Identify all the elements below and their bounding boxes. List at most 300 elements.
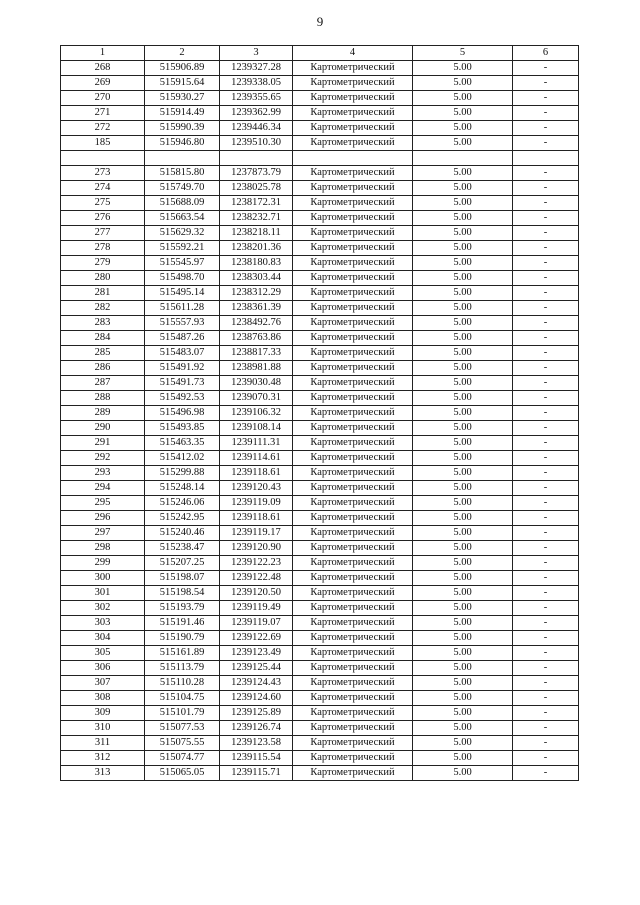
table-cell: 1239030.48 [220,376,293,391]
table-cell: 515946.80 [145,136,220,151]
table-cell: 5.00 [413,661,513,676]
table-cell: 1239125.89 [220,706,293,721]
table-cell: 515611.28 [145,301,220,316]
table-cell: 515557.93 [145,316,220,331]
table-cell: 270 [61,91,145,106]
table-cell: - [513,721,579,736]
table-cell: 5.00 [413,616,513,631]
table-row [61,526,579,541]
table-cell: - [513,676,579,691]
header-row [61,46,579,61]
table-cell: 5.00 [413,751,513,766]
table-cell [61,151,145,166]
table-cell: 1239122.69 [220,631,293,646]
table-cell: 298 [61,541,145,556]
table-cell: 515491.92 [145,361,220,376]
table-cell: Картометрический [293,631,413,646]
table-row [61,376,579,391]
table-cell: - [513,631,579,646]
table-cell: - [513,601,579,616]
table-cell: 1238025.78 [220,181,293,196]
table-cell: 1239124.60 [220,691,293,706]
table-cell: - [513,511,579,526]
table-row [61,211,579,226]
table-cell: 5.00 [413,136,513,151]
table-cell: - [513,136,579,151]
table-cell: Картометрический [293,181,413,196]
table-row [61,301,579,316]
table-cell: 294 [61,481,145,496]
table-cell: 274 [61,181,145,196]
table-cell: 515487.26 [145,331,220,346]
table-cell: Картометрический [293,166,413,181]
table-cell: 515246.06 [145,496,220,511]
table-cell: - [513,256,579,271]
table-cell: 515075.55 [145,736,220,751]
table-cell [220,151,293,166]
table-cell: 5.00 [413,166,513,181]
table-cell: Картометрический [293,226,413,241]
table-cell: Картометрический [293,646,413,661]
table-cell: 515193.79 [145,601,220,616]
table-cell: 1239119.17 [220,526,293,541]
table-cell: 1239124.43 [220,676,293,691]
table-cell: 5.00 [413,631,513,646]
table-cell: 1239119.07 [220,616,293,631]
table-cell: 515191.46 [145,616,220,631]
header-cell: 5 [413,46,513,61]
table-cell: 515113.79 [145,661,220,676]
table-cell: 1239111.31 [220,436,293,451]
table-cell: Картометрический [293,571,413,586]
table-cell: 277 [61,226,145,241]
table-cell: 5.00 [413,571,513,586]
table-cell: Картометрический [293,721,413,736]
table-cell: Картометрический [293,196,413,211]
table-cell: Картометрический [293,136,413,151]
table-cell: 5.00 [413,496,513,511]
table-cell: 515629.32 [145,226,220,241]
table-cell: 515495.14 [145,286,220,301]
table-cell: 515990.39 [145,121,220,136]
table-row [61,631,579,646]
table-cell: 1239123.49 [220,646,293,661]
table-row [61,91,579,106]
table-cell: 5.00 [413,106,513,121]
table-cell: 515190.79 [145,631,220,646]
table-cell: 1238172.31 [220,196,293,211]
table-row [61,721,579,736]
table-row [61,766,579,781]
table-cell: Картометрический [293,271,413,286]
header-cell: 4 [293,46,413,61]
table-cell: 5.00 [413,121,513,136]
table-cell: 5.00 [413,361,513,376]
table-cell: - [513,616,579,631]
table-cell: - [513,106,579,121]
table-row [61,556,579,571]
table-cell: 5.00 [413,406,513,421]
table-row [61,601,579,616]
table-cell: 515663.54 [145,211,220,226]
table-cell: Картометрический [293,301,413,316]
table-row [61,421,579,436]
table-row [61,196,579,211]
table-cell: - [513,496,579,511]
table-cell: - [513,166,579,181]
table-cell: 515463.35 [145,436,220,451]
table-cell: 297 [61,526,145,541]
table-cell: 5.00 [413,196,513,211]
table-cell: 5.00 [413,286,513,301]
table-cell: 278 [61,241,145,256]
table-cell: - [513,91,579,106]
table-cell: Картометрический [293,286,413,301]
table-cell: 293 [61,466,145,481]
table-cell: 5.00 [413,721,513,736]
table-cell: Картометрический [293,346,413,361]
table-row [61,391,579,406]
table-cell: 1239123.58 [220,736,293,751]
table-row [61,676,579,691]
table-cell: 276 [61,211,145,226]
table-cell: 1239118.61 [220,511,293,526]
table-cell: 515688.09 [145,196,220,211]
table-cell: 515493.85 [145,421,220,436]
table-row [61,226,579,241]
table-row [61,136,579,151]
table-row [61,646,579,661]
table-cell: 5.00 [413,586,513,601]
table-cell: 5.00 [413,421,513,436]
table-cell: 515906.89 [145,61,220,76]
table-cell: 5.00 [413,316,513,331]
table-row [61,691,579,706]
table-cell: - [513,181,579,196]
table-cell: - [513,376,579,391]
table-cell: - [513,541,579,556]
table-row [61,346,579,361]
table-row [61,106,579,121]
table-cell: 1238218.11 [220,226,293,241]
table-cell: 515491.73 [145,376,220,391]
table-cell: 309 [61,706,145,721]
table-cell: 268 [61,61,145,76]
table-cell: 5.00 [413,481,513,496]
table-cell: 515110.28 [145,676,220,691]
table-cell: 1239120.90 [220,541,293,556]
table-cell: 1238201.36 [220,241,293,256]
table-cell: 291 [61,436,145,451]
coordinates-table [60,45,579,781]
table-cell: Картометрический [293,256,413,271]
table-cell: - [513,211,579,226]
table-cell: 515198.07 [145,571,220,586]
table-cell: 1239338.05 [220,76,293,91]
table-row [61,616,579,631]
table-cell: 515101.79 [145,706,220,721]
table-cell: - [513,526,579,541]
table-cell: 5.00 [413,211,513,226]
table-cell: Картометрический [293,361,413,376]
table-row [61,451,579,466]
table-cell: 284 [61,331,145,346]
table-row [61,121,579,136]
table-cell: Картометрический [293,481,413,496]
separator-row [61,151,579,166]
table-row [61,466,579,481]
table-cell: - [513,466,579,481]
table-cell: 5.00 [413,271,513,286]
table-cell: 282 [61,301,145,316]
table-cell: 283 [61,316,145,331]
table-cell: 515065.05 [145,766,220,781]
table-cell: Картометрический [293,76,413,91]
table-cell: 300 [61,571,145,586]
table-row [61,706,579,721]
table-cell: 273 [61,166,145,181]
table-cell: 515161.89 [145,646,220,661]
table-cell: Картометрический [293,316,413,331]
table-cell [413,151,513,166]
table-cell: 515915.64 [145,76,220,91]
table-cell: 1239125.44 [220,661,293,676]
table-cell: 515238.47 [145,541,220,556]
table-cell: 271 [61,106,145,121]
table-cell: 310 [61,721,145,736]
table-cell: 1238361.39 [220,301,293,316]
table-cell: Картометрический [293,661,413,676]
table-cell: 1239446.34 [220,121,293,136]
table-cell: 1239122.48 [220,571,293,586]
table-cell [513,151,579,166]
table-cell: 5.00 [413,691,513,706]
table-cell: 1239118.61 [220,466,293,481]
header-cell: 6 [513,46,579,61]
table-row [61,481,579,496]
table-row [61,241,579,256]
table-cell: Картометрический [293,526,413,541]
table-cell: Картометрический [293,91,413,106]
table-cell: 5.00 [413,556,513,571]
table-cell: - [513,226,579,241]
table-cell: 515248.14 [145,481,220,496]
table-cell: Картометрический [293,61,413,76]
table-cell: 5.00 [413,391,513,406]
table-cell: 5.00 [413,91,513,106]
table-row [61,166,579,181]
table-cell: 1239119.09 [220,496,293,511]
table-row [61,76,579,91]
table-cell: 515207.25 [145,556,220,571]
table-cell: Картометрический [293,211,413,226]
table-cell: Картометрический [293,496,413,511]
table-row [61,571,579,586]
table-cell: 303 [61,616,145,631]
table-cell: 1238180.83 [220,256,293,271]
table-cell: 287 [61,376,145,391]
table-cell: 5.00 [413,256,513,271]
table-cell: 1239362.99 [220,106,293,121]
table-cell: 515104.75 [145,691,220,706]
table-cell: 280 [61,271,145,286]
table-row [61,286,579,301]
table-cell: 515492.53 [145,391,220,406]
table-cell: 515198.54 [145,586,220,601]
table-cell: 286 [61,361,145,376]
table-cell: 5.00 [413,676,513,691]
table-row [61,541,579,556]
table-cell: - [513,391,579,406]
table-cell: 5.00 [413,466,513,481]
table-cell: 1239115.71 [220,766,293,781]
table-cell: 279 [61,256,145,271]
table-cell: - [513,301,579,316]
table-cell: 269 [61,76,145,91]
table-cell: 1239122.23 [220,556,293,571]
table-cell: 311 [61,736,145,751]
table-cell: 1239120.43 [220,481,293,496]
table-cell: 1238492.76 [220,316,293,331]
table-cell: Картометрический [293,751,413,766]
table-cell: 515242.95 [145,511,220,526]
table-cell: 515815.80 [145,166,220,181]
table-cell: 1237873.79 [220,166,293,181]
table-cell: Картометрический [293,106,413,121]
table-cell: 1239327.28 [220,61,293,76]
table-cell: Картометрический [293,691,413,706]
table-cell: 515074.77 [145,751,220,766]
header-cell: 1 [61,46,145,61]
table-cell: Картометрический [293,586,413,601]
header-cell: 3 [220,46,293,61]
table-cell: - [513,736,579,751]
table-cell: 1239510.30 [220,136,293,151]
table-cell: Картометрический [293,241,413,256]
table-cell: - [513,271,579,286]
table-cell: Картометрический [293,511,413,526]
table-cell: - [513,751,579,766]
table-cell: 515498.70 [145,271,220,286]
table-row [61,511,579,526]
table-cell: 272 [61,121,145,136]
table-cell: 288 [61,391,145,406]
header-cell: 2 [145,46,220,61]
table-row [61,736,579,751]
table-cell: 5.00 [413,61,513,76]
table-cell: 285 [61,346,145,361]
table-cell: - [513,406,579,421]
table-cell: 1238312.29 [220,286,293,301]
table-cell: - [513,586,579,601]
table-cell: - [513,436,579,451]
table-cell: 5.00 [413,541,513,556]
table-cell: 1239106.32 [220,406,293,421]
table-cell: 1239070.31 [220,391,293,406]
table-row [61,256,579,271]
table-cell: Картометрический [293,406,413,421]
table-cell: - [513,766,579,781]
table-cell: - [513,706,579,721]
table-row [61,61,579,76]
table-cell: 1239126.74 [220,721,293,736]
table-cell: 515483.07 [145,346,220,361]
table-cell: 515496.98 [145,406,220,421]
table-cell: Картометрический [293,601,413,616]
table-row [61,181,579,196]
table-cell: 313 [61,766,145,781]
table-cell: 1239119.49 [220,601,293,616]
table-cell: - [513,196,579,211]
table-cell: 515545.97 [145,256,220,271]
table-cell: 304 [61,631,145,646]
table-cell: 301 [61,586,145,601]
table-cell: - [513,661,579,676]
table-row [61,586,579,601]
table-cell: - [513,361,579,376]
table-cell: 5.00 [413,511,513,526]
table-cell: Картометрический [293,121,413,136]
table-cell: 5.00 [413,706,513,721]
table-cell: Картометрический [293,736,413,751]
table-cell: 1239114.61 [220,451,293,466]
table-cell: Картометрический [293,451,413,466]
table-cell: - [513,121,579,136]
table-cell: Картометрический [293,421,413,436]
table-cell: - [513,331,579,346]
table-cell: 515592.21 [145,241,220,256]
table-cell: 307 [61,676,145,691]
table-cell: Картометрический [293,466,413,481]
table-cell: - [513,451,579,466]
table-cell: 1239355.65 [220,91,293,106]
table-cell: 290 [61,421,145,436]
table-cell: 5.00 [413,376,513,391]
table-row [61,406,579,421]
table-cell: Картометрический [293,391,413,406]
table-cell: - [513,76,579,91]
table-body [61,46,579,781]
table-cell: 515240.46 [145,526,220,541]
table-cell: Картометрический [293,331,413,346]
table-cell: 5.00 [413,301,513,316]
table-cell: Картометрический [293,376,413,391]
table-cell: 5.00 [413,331,513,346]
table-cell: 281 [61,286,145,301]
table-cell: 308 [61,691,145,706]
table-cell: 515914.49 [145,106,220,121]
table-row [61,361,579,376]
table-row [61,661,579,676]
table-cell: 5.00 [413,601,513,616]
table-cell: 515749.70 [145,181,220,196]
table-cell: 306 [61,661,145,676]
table-cell: - [513,646,579,661]
table-cell: 5.00 [413,766,513,781]
table-cell: 305 [61,646,145,661]
table-cell: Картометрический [293,556,413,571]
table-cell [145,151,220,166]
table-cell: 292 [61,451,145,466]
table-cell: 5.00 [413,76,513,91]
table-cell: 295 [61,496,145,511]
table-cell: 302 [61,601,145,616]
table-cell: Картометрический [293,616,413,631]
table-cell: 5.00 [413,451,513,466]
table-cell: 1239115.54 [220,751,293,766]
table-row [61,436,579,451]
table-cell: 1238303.44 [220,271,293,286]
